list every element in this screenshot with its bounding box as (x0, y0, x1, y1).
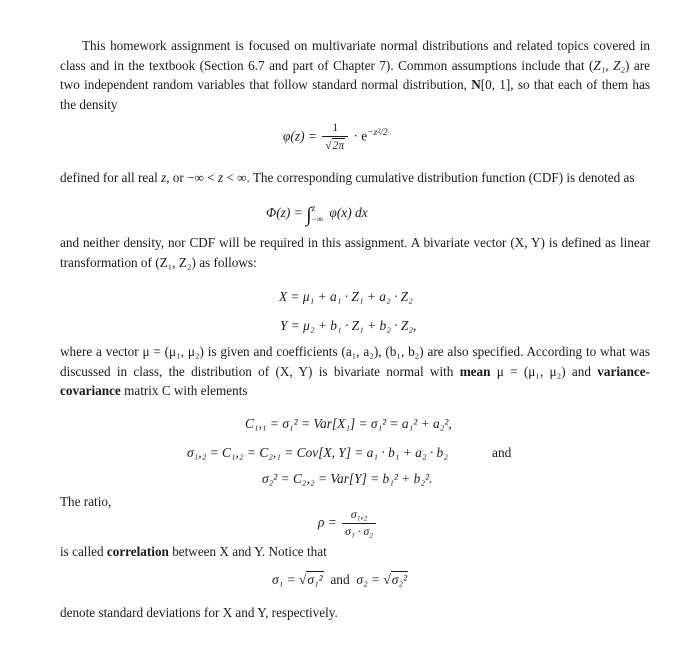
rho-numerator: σ₁,₂ (342, 508, 376, 524)
density-rhs: · e (353, 128, 368, 144)
normal-params: [0, 1] (480, 77, 511, 92)
domain-text-2: , or −∞ < (166, 170, 218, 185)
covariance-text-1: where a vector μ = (μ₁, μ₂) is given and coefficients (a₁, a₂), (b₁, b₂) are also specified. According to what was discussed in class, the distribution of (X, Y) is bivariate normal with (60, 344, 650, 379)
rho-lhs: ρ = (318, 514, 337, 530)
mean-term: mean (459, 363, 491, 379)
domain-text-1: defined for all real (60, 170, 162, 185)
density-fraction (322, 121, 348, 154)
sigma2-sqrt-arg: σ₂² (391, 572, 408, 587)
domain-paragraph (60, 168, 650, 188)
domain-text-3: < ∞. The corresponding cumulative distribution function (CDF) is denoted as (223, 170, 635, 185)
y-equation: Y = μ₂ + b₁ · Z₁ + b₂ · Z₂, (280, 318, 417, 333)
c22-equation: σ₂² = C₂,₂ = Var[Y] = b₁² + b₂². (262, 471, 433, 486)
sigma2-lhs: σ₂ = (356, 572, 381, 587)
c11-equation: C₁,₁ = σ₁² = Var[X₁] = σ₁² = a₁² + a₂², (245, 416, 452, 431)
intro-paragraph (60, 36, 650, 114)
intro-tail: , so that each of them has the density (60, 77, 650, 112)
rho-equation (318, 508, 378, 539)
covariance-paragraph (60, 342, 650, 401)
x-equation: X = μ₁ + a₁ · Z₁ + a₂ · Z₂ (279, 289, 413, 304)
integral-sign: ∫ (306, 204, 312, 227)
density-lhs: φ(z) = (283, 128, 317, 144)
density-equation (283, 121, 388, 154)
c12-equation: σ₁,₂ = C₁,₂ = C₂,₁ = Cov[X, Y] = a₁ · b₁ + a₂ · b₂ (187, 445, 448, 460)
density-exponent: −z²/2 (367, 128, 388, 139)
domain-var-z-2: z (217, 170, 224, 185)
covariance-text-2: μ = (μ₁, μ₂) and (490, 363, 598, 379)
sigma-equation: σ₁ = √σ₁² and σ₂ = √σ₂² (272, 572, 408, 587)
cdf-lhs: Φ(z) = (266, 205, 303, 221)
sigma1-lhs: σ₁ = (272, 572, 296, 587)
density-sqrt-arg: 2π (332, 140, 345, 152)
sigma-and: and (330, 572, 350, 587)
variance-covariance-term: variance-covariance (60, 363, 651, 398)
density-denominator: √2π (325, 140, 345, 152)
integral-limits (312, 203, 324, 225)
transformation-paragraph (60, 233, 650, 272)
transformation-text: and neither density, nor CDF will be required in this assignment. A bivariate vector (X, Y) is defined as linear transformation of (Z₁, Z₂) as follows: (60, 235, 650, 270)
cdf-rhs: φ(x) dx (329, 205, 368, 221)
c12-and: and (492, 445, 512, 460)
normal-symbol: N (471, 77, 481, 92)
integral-lower: −∞ (311, 214, 324, 224)
intro-lead: This homework assignment is focused on multivariate normal distributions and related topics covered in class and in the textbook (Section 6.7 and part of Chapter 7). Common assumptions include that ( (60, 38, 650, 73)
domain-var-z: z (161, 170, 167, 185)
correlation-text-2: between X and Y. Notice that (168, 544, 327, 559)
intro-mid: ) are two independent random variables that follow standard normal distribution, (60, 57, 650, 92)
integral-upper: z (311, 203, 316, 213)
std-dev-paragraph: denote standard deviations for X and Y, respectively. (60, 605, 338, 620)
rho-denominator: σ₁ · σ₂ (345, 526, 374, 538)
covariance-text-3: matrix C with elements (120, 383, 248, 398)
correlation-paragraph (60, 542, 650, 562)
z-pair: Z₁, Z₂ (593, 57, 626, 73)
cdf-equation (266, 203, 368, 225)
correlation-term: correlation (106, 544, 169, 559)
correlation-text-1: is called (60, 544, 107, 559)
density-numerator: 1 (322, 121, 348, 137)
sigma1-sqrt-arg: σ₁² (307, 572, 323, 587)
rho-fraction (342, 508, 376, 539)
ratio-label: The ratio, (60, 494, 112, 509)
